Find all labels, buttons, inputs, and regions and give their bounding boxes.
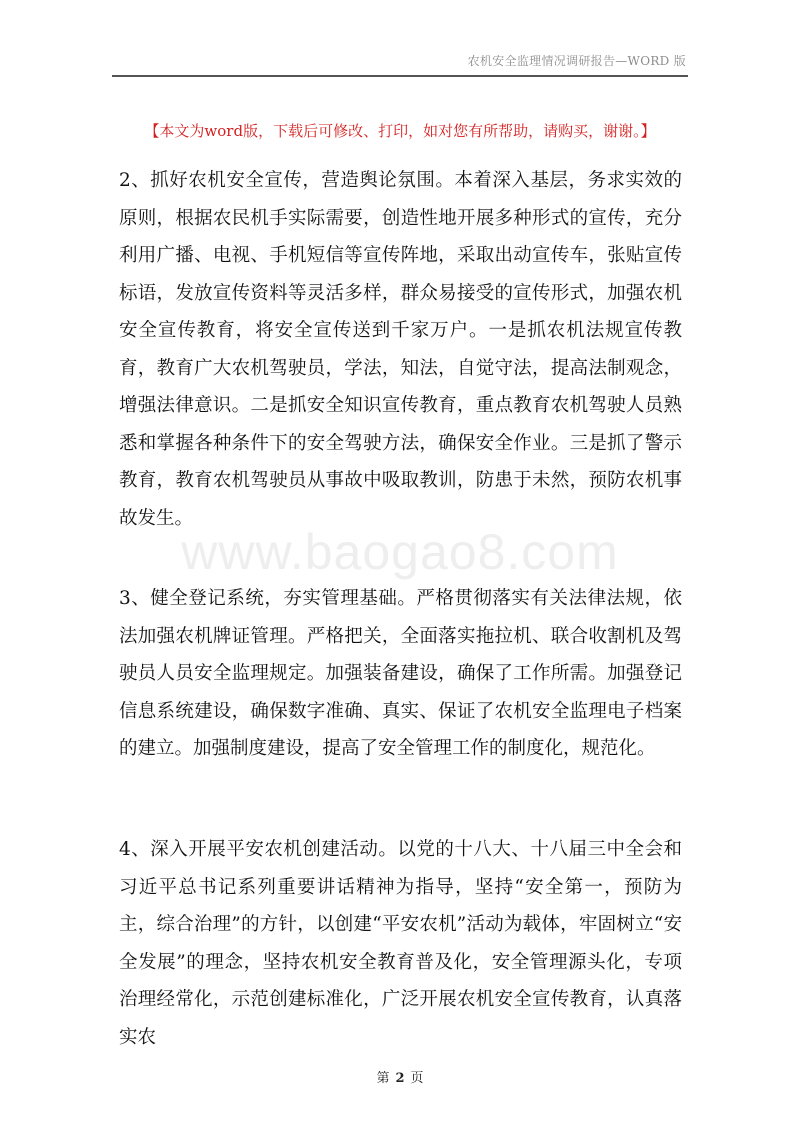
footer-prefix: 第	[376, 1071, 390, 1086]
header-divider	[112, 75, 688, 77]
download-notice: 【本文为word版，下载后可修改、打印，如对您有所帮助，请购买，谢谢。】	[144, 122, 656, 140]
paragraph-4: 4、深入开展平安农机创建活动。以党的十八大、十八届三中全会和习近平总书记系列重要讲话精神为指导，坚持“安全第一，预防为主，综合治理”的方针，以创建“平安农机”活动为载体，牢固树立“安全发展”的理念，坚持农机安全教育普及化，安全管理源头化，专项治理经常化，示范创建标准化，广泛开展农机安全宣传教育，认真落实农	[119, 839, 682, 1048]
page-number: 2	[395, 1071, 405, 1086]
footer-suffix: 页	[410, 1071, 424, 1086]
paragraph-3: 3、健全登记系统，夯实管理基础。严格贯彻落实有关法律法规，依法加强农机牌证管理。严格把关，全面落实拖拉机、联合收割机及驾驶员人员安全监理规定。加强装备建设，确保了工作所需。加强登记信息系统建设，确保数字准确、真实、保证了农机安全监理电子档案的建立。加强制度建设，提高了安全管理工作的制度化，规范化。	[119, 588, 682, 759]
watermark: www.baogao8.com	[181, 524, 619, 580]
header-title: 农机安全监理情况调研报告—WORD 版	[467, 54, 686, 68]
page-footer	[0, 1067, 800, 1086]
paragraph-2: 2、抓好农机安全宣传，营造舆论氛围。本着深入基层，务求实效的原则，根据农民机手实际需要，创造性地开展多种形式的宣传，充分利用广播、电视、手机短信等宣传阵地，采取出动宣传车，张贴宣传标语，发放宣传资料等灵活多样，群众易接受的宣传形式，加强农机安全宣传教育，将安全宣传送到千家万户。一是抓农机法规宣传教育，教育广大农机驾驶员，学法，知法，自觉守法，提高法制观念，增强法律意识。二是抓安全知识宣传教育，重点教育农机驾驶人员熟悉和掌握各种条件下的安全驾驶方法，确保安全作业。三是抓了警示教育，教育农机驾驶员从事故中吸取教训，防患于未然，预防农机事故发生。	[119, 170, 682, 529]
